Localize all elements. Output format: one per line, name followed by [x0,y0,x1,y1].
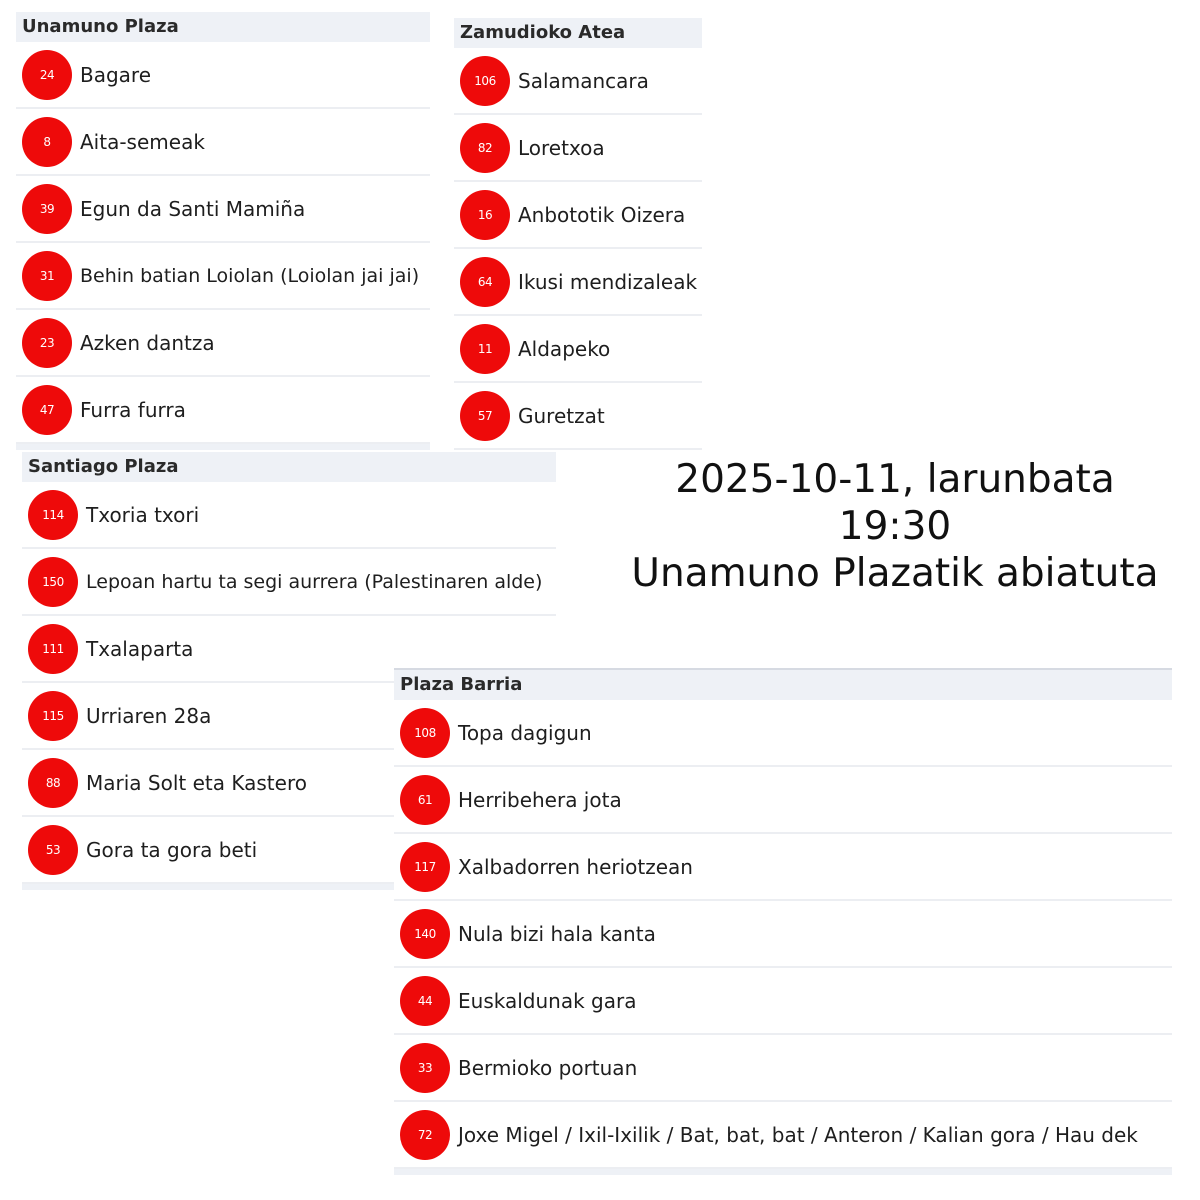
song-row [22,549,556,616]
section-zamudioko-atea [454,18,702,450]
song-title: Lepoan hartu ta segi aurrera (Palestinaren alde) [86,571,543,593]
song-number-badge: 61 [400,775,450,825]
song-number-badge: 16 [460,190,510,240]
song-row [454,48,702,115]
song-title: Egun da Santi Mamiña [80,197,306,221]
section-footer [16,444,430,450]
song-title: Topa dagigun [458,721,592,745]
song-number-badge: 11 [460,324,510,374]
song-title: Euskaldunak gara [458,989,637,1013]
song-number-badge: 39 [22,184,72,234]
event-date: 2025-10-11, larunbata [675,457,1115,502]
song-row [16,310,430,377]
song-title: Xalbadorren heriotzean [458,855,693,879]
song-title: Aita-semeak [80,130,205,154]
song-list [16,42,430,444]
song-number-badge: 88 [28,758,78,808]
song-title: Guretzat [518,404,605,428]
song-row [16,42,430,109]
event-start-location: Unamuno Plazatik abiatuta [631,551,1159,596]
song-row [454,115,702,182]
song-title: Bagare [80,63,152,87]
section-title: Zamudioko Atea [454,18,702,48]
song-title: Nula bizi hala kanta [458,922,656,946]
song-number-badge: 23 [22,318,72,368]
song-number-badge: 140 [400,909,450,959]
song-title: Maria Solt eta Kastero [86,771,307,795]
section-footer [394,1169,1172,1175]
song-number-badge: 117 [400,842,450,892]
section-unamuno-plaza [16,12,430,450]
song-row [454,249,702,316]
song-title: Txalaparta [86,637,194,661]
song-number-badge: 33 [400,1043,450,1093]
song-row [16,243,430,310]
song-number-badge: 47 [22,385,72,435]
song-title: Salamancara [518,69,649,93]
song-title: Gora ta gora beti [86,838,258,862]
song-number-badge: 111 [28,624,78,674]
song-row [394,901,1172,968]
event-info [600,456,1190,597]
song-title: Ikusi mendizaleak [518,270,698,294]
song-number-badge: 8 [22,117,72,167]
song-row [394,700,1172,767]
song-row [16,377,430,444]
song-list [454,48,702,450]
song-number-badge: 57 [460,391,510,441]
song-row [394,968,1172,1035]
song-row [454,316,702,383]
song-title: Txoria txori [86,503,200,527]
song-number-badge: 53 [28,825,78,875]
song-number-badge: 72 [400,1110,450,1160]
song-title: Urriaren 28a [86,704,212,728]
song-number-badge: 106 [460,56,510,106]
song-number-badge: 82 [460,123,510,173]
song-title: Aldapeko [518,337,611,361]
song-row [22,482,556,549]
song-number-badge: 31 [22,251,72,301]
song-number-badge: 44 [400,976,450,1026]
song-title: Loretxoa [518,136,605,160]
song-row [394,1035,1172,1102]
song-row [454,383,702,450]
song-title: Behin batian Loiolan (Loiolan jai jai) [80,265,420,287]
section-title: Plaza Barria [394,670,1172,700]
song-row [394,1102,1172,1169]
song-title: Furra furra [80,398,186,422]
song-title: Azken dantza [80,331,215,355]
event-time: 19:30 [838,504,952,549]
song-number-badge: 24 [22,50,72,100]
song-row [16,176,430,243]
song-number-badge: 114 [28,490,78,540]
song-title: Anbototik Oizera [518,203,686,227]
song-row [454,182,702,249]
song-row [394,834,1172,901]
song-number-badge: 115 [28,691,78,741]
song-number-badge: 64 [460,257,510,307]
song-title: Bermioko portuan [458,1056,638,1080]
song-number-badge: 108 [400,708,450,758]
song-number-badge: 150 [28,557,78,607]
section-title: Santiago Plaza [22,452,556,482]
song-row [394,767,1172,834]
song-title: Joxe Migel / Ixil-Ixilik / Bat, bat, bat / Anteron / Kalian gora / Hau dek [458,1123,1138,1147]
song-list [394,700,1172,1169]
song-row [16,109,430,176]
song-title: Herribehera jota [458,788,622,812]
section-plaza-barria [394,668,1172,1175]
section-title: Unamuno Plaza [16,12,430,42]
